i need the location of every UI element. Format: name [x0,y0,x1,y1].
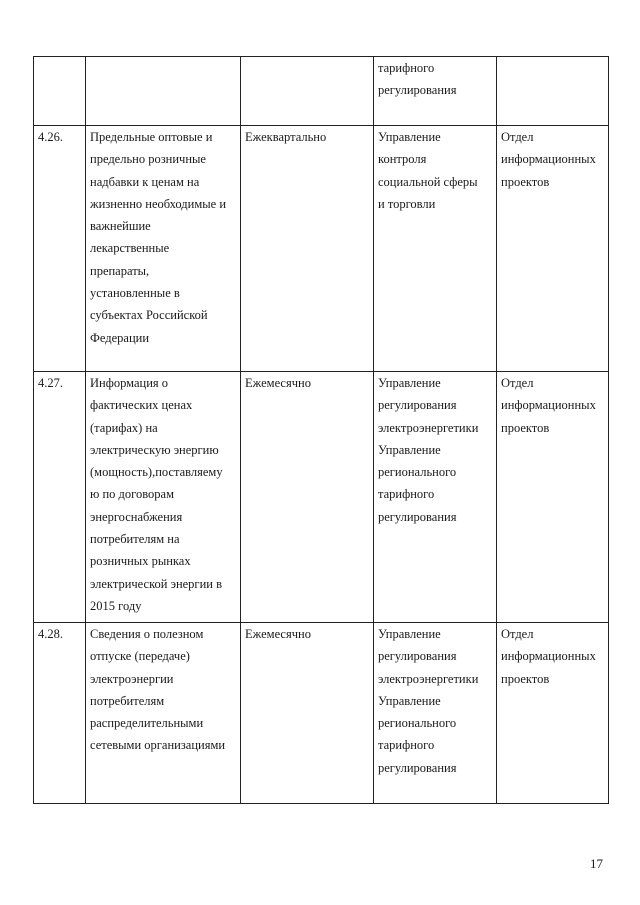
cell-line: проектов [501,420,550,435]
row-number-cell-text: 4.26. [38,130,63,144]
item-name-cell-text [90,126,236,349]
cell-line: информационных [501,398,596,413]
responsible-department-cell-text [378,126,492,215]
cell-line: электроэнергии [90,671,174,686]
item-name-cell-text [90,372,236,617]
period-cell-text: Ежеквартально [245,130,327,144]
period-cell [241,126,374,372]
cell-line: Отдел [501,130,534,144]
cell-line: тарифного [378,738,435,753]
responsible-department-cell-text [378,623,492,779]
cell-line: важнейшие [90,219,151,234]
executor-cell [497,126,609,372]
cell-line: электроэнергетики [378,420,479,435]
cell-line: ю по договорам [90,487,174,502]
cell-line: электрическую энергию [90,442,219,457]
table-row [34,623,609,804]
table-row [34,57,609,126]
executor-cell-text [501,126,604,193]
cell-line: энергоснабжения [90,509,183,524]
cell-line: лекарственные [90,241,170,256]
item-name-cell [86,623,241,804]
cell-line: (мощность),поставляему [90,465,223,480]
item-name-cell [86,126,241,372]
period-cell-text: Ежемесячно [245,627,311,641]
cell-line: информационных [501,649,596,664]
cell-line: 2015 году [90,598,142,613]
responsible-department-cell [374,126,497,372]
period-cell-text: Ежемесячно [245,376,311,390]
cell-line: регулирования [378,649,457,664]
cell-line: электрической энергии в [90,576,222,591]
executor-cell [497,623,609,804]
row-number-cell-text: 4.27. [38,376,63,390]
period-cell [241,372,374,623]
cell-line: регулирования [378,509,457,524]
cell-line: и торговли [378,196,436,211]
cell-line: Отдел [501,376,534,390]
cell-line: Сведения о полезном [90,627,204,641]
responsible-department-cell-text [378,57,492,102]
cell-line: Управление [378,376,441,390]
row-number-cell [34,372,86,623]
cell-line: Информация о [90,376,169,390]
responsible-department-cell [374,372,497,623]
period-cell [241,623,374,804]
executor-cell-text [501,623,604,690]
cell-line: препараты, [90,263,150,278]
page-number: 17 [590,856,603,871]
row-number-cell [34,623,86,804]
cell-line: розничных рынках [90,554,191,569]
row-number-cell [34,57,86,126]
cell-line: потребителям на [90,532,180,547]
item-name-cell [86,57,241,126]
cell-line: Федерации [90,330,150,345]
cell-line: регулирования [378,398,457,413]
cell-line: регулирования [378,83,457,98]
cell-line: контроля [378,152,427,167]
cell-line: потребителям [90,693,165,708]
period-cell [241,57,374,126]
cell-line: тарифного [378,61,435,75]
cell-line: проектов [501,671,550,686]
executor-cell-text [501,372,604,439]
cell-line: надбавки к ценам на [90,174,200,189]
row-number-cell-text: 4.28. [38,627,63,641]
cell-line: предельно розничные [90,152,206,167]
cell-line: фактических ценах [90,398,193,413]
cell-line: (тарифах) на [90,420,158,435]
cell-line: электроэнергетики [378,671,479,686]
cell-line: Управление [378,442,441,457]
cell-line: субъектах Российской [90,308,208,323]
cell-line: социальной сферы [378,174,478,189]
cell-line: жизненно необходимые и [90,196,227,211]
cell-line: отпуске (передаче) [90,649,190,664]
cell-line: Управление [378,693,441,708]
cell-line: установленные в [90,286,180,301]
cell-line: сетевыми организациями [90,738,226,753]
plan-table [33,56,609,804]
cell-line: тарифного [378,487,435,502]
executor-cell [497,57,609,126]
cell-line: регионального [378,465,457,480]
cell-line: информационных [501,152,596,167]
responsible-department-cell [374,623,497,804]
cell-line: регионального [378,716,457,731]
item-name-cell-text [90,623,236,757]
item-name-cell [86,372,241,623]
table-row [34,126,609,372]
row-number-cell [34,126,86,372]
cell-line: Предельные оптовые и [90,130,213,144]
cell-line: проектов [501,174,550,189]
cell-line: регулирования [378,760,457,775]
cell-line: распределительными [90,716,204,731]
responsible-department-cell-text [378,372,492,528]
cell-line: Управление [378,627,441,641]
table-row [34,372,609,623]
executor-cell [497,372,609,623]
responsible-department-cell [374,57,497,126]
cell-line: Управление [378,130,441,144]
cell-line: Отдел [501,627,534,641]
